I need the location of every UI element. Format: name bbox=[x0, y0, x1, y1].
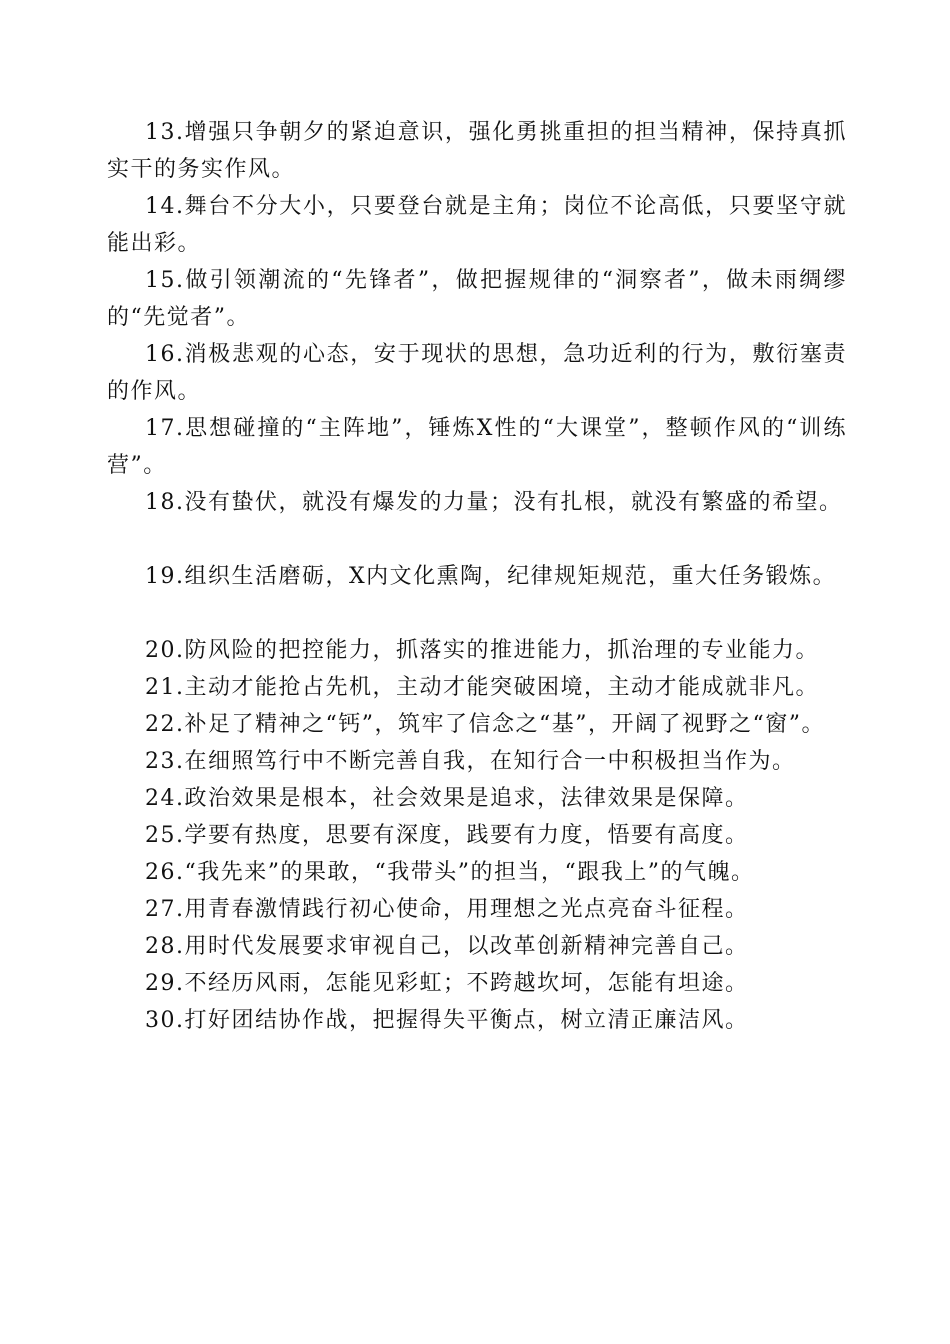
list-item-22: 22.补足了精神之“钙”，筑牢了信念之“基”，开阔了视野之“窗”。 bbox=[145, 712, 825, 737]
list-item-25: 25.学要有热度，思要有深度，践要有力度，悟要有高度。 bbox=[145, 823, 749, 848]
list-item-20: 20.防风险的把控能力，抓落实的推进能力，抓治理的专业能力。 bbox=[145, 638, 819, 663]
list-item-26: 26.“我先来”的果敢，“我带头”的担当，“跟我上”的气魄。 bbox=[145, 860, 755, 885]
list-item-15: 15.做引领潮流的“先锋者”，做把握规律的“洞察者”，做未雨绸缪的“先觉者”。 bbox=[107, 268, 847, 330]
list-item-28: 28.用时代发展要求审视自己，以改革创新精神完善自己。 bbox=[145, 934, 749, 959]
list-item-24: 24.政治效果是根本，社会效果是追求，法律效果是保障。 bbox=[145, 786, 749, 811]
list-item-17: 17.思想碰撞的“主阵地”，锤炼X性的“大课堂”，整顿作风的“训练营”。 bbox=[107, 416, 847, 478]
list-item-30: 30.打好团结协作战，把握得失平衡点，树立清正廉洁风。 bbox=[145, 1008, 749, 1033]
list-item-16: 16.消极悲观的心态，安于现状的思想，急功近利的行为，敷衍塞责的作风。 bbox=[107, 342, 847, 404]
list-item-23: 23.在细照笃行中不断完善自我，在知行合一中积极担当作为。 bbox=[145, 749, 796, 774]
list-item-18: 18.没有蛰伏，就没有爆发的力量；没有扎根，就没有繁盛的希望。 bbox=[145, 490, 843, 515]
list-item-21: 21.主动才能抢占先机，主动才能突破困境，主动才能成就非凡。 bbox=[145, 675, 819, 700]
list-item-14: 14.舞台不分大小，只要登台就是主角；岗位不论高低，只要坚守就能出彩。 bbox=[107, 194, 847, 256]
list-item-27: 27.用青春激情践行初心使命，用理想之光点亮奋斗征程。 bbox=[145, 897, 749, 922]
list-item-13: 13.增强只争朝夕的紧迫意识，强化勇挑重担的担当精神，保持真抓实干的务实作风。 bbox=[107, 120, 847, 182]
list-item-19: 19.组织生活磨砺，X内文化熏陶，纪律规矩规范，重大任务锻炼。 bbox=[145, 564, 837, 589]
list-item-29: 29.不经历风雨，怎能见彩虹；不跨越坎坷，怎能有坦途。 bbox=[145, 971, 749, 996]
document-body bbox=[107, 114, 847, 1039]
